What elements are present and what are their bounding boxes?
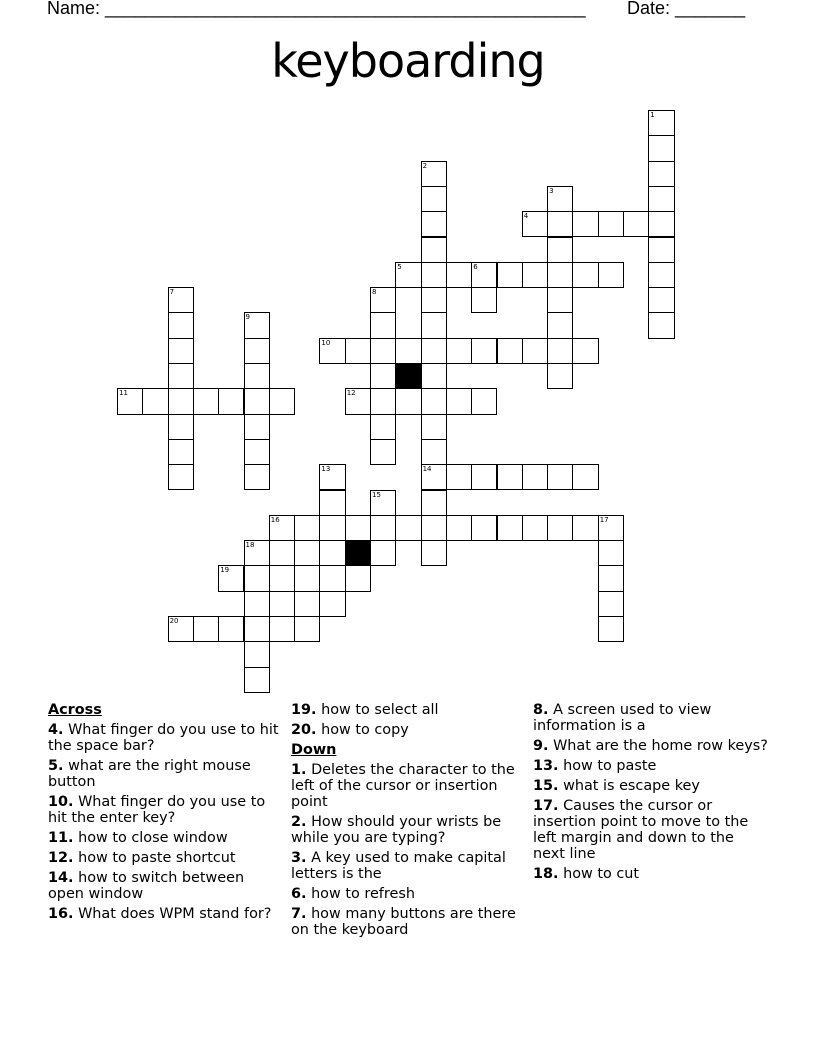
grid-cell[interactable]	[319, 464, 345, 490]
grid-cell[interactable]	[421, 540, 447, 566]
grid-cell[interactable]	[319, 565, 345, 591]
grid-cell[interactable]	[421, 414, 447, 440]
grid-cell[interactable]	[370, 515, 396, 541]
grid-cell[interactable]	[421, 464, 447, 490]
grid-cell[interactable]	[497, 262, 523, 288]
grid-cell[interactable]	[421, 211, 447, 237]
grid-cell[interactable]	[446, 338, 472, 364]
grid-cell[interactable]	[218, 388, 244, 414]
grid-cell[interactable]	[269, 515, 295, 541]
grid-cell[interactable]	[395, 338, 421, 364]
grid-cell[interactable]	[421, 186, 447, 212]
grid-cell[interactable]	[421, 515, 447, 541]
grid-cell[interactable]	[547, 515, 573, 541]
grid-cell[interactable]	[244, 667, 270, 693]
grid-cell[interactable]	[319, 490, 345, 516]
grid-cell[interactable]	[648, 312, 674, 338]
clue-down-8: 8. A screen used to view information is a	[533, 702, 712, 734]
grid-cell[interactable]	[648, 287, 674, 313]
grid-cell[interactable]	[598, 262, 624, 288]
clue-down-6: 6. how to refresh	[291, 886, 415, 902]
clue-number: 20	[169, 617, 179, 625]
clue-number: 14	[422, 465, 432, 474]
grid-cell[interactable]	[446, 464, 472, 490]
grid-cell[interactable]	[319, 515, 345, 541]
grid-cell[interactable]	[547, 237, 573, 263]
grid-cell[interactable]	[193, 388, 219, 414]
grid-cell[interactable]	[244, 439, 270, 465]
grid-cell[interactable]	[244, 616, 270, 642]
clue-number: 9	[245, 313, 250, 322]
grid-cell[interactable]	[572, 338, 598, 364]
black-cell	[345, 540, 371, 566]
grid-cell[interactable]	[421, 363, 447, 389]
grid-cell[interactable]	[572, 211, 598, 237]
clue-across-4: 4. What finger do you use to hit the space bar?	[48, 722, 279, 754]
grid-cell[interactable]	[497, 338, 523, 364]
grid-cell[interactable]	[547, 287, 573, 313]
clue-down-2: 2. How should your wrists be while you are typing?	[291, 814, 502, 846]
clue-number: 6	[473, 262, 478, 271]
grid-cell[interactable]	[370, 490, 396, 516]
clue-across-10: 10. What finger do you use to hit the enter key?	[48, 794, 266, 826]
black-cell	[395, 363, 421, 389]
clue-number: 8	[372, 288, 377, 297]
grid-cell[interactable]	[370, 540, 396, 566]
grid-cell[interactable]	[522, 211, 548, 237]
grid-cell[interactable]	[168, 414, 194, 440]
grid-cell[interactable]	[244, 414, 270, 440]
grid-cell[interactable]	[168, 363, 194, 389]
grid-cell[interactable]	[598, 565, 624, 591]
grid-cell[interactable]	[497, 464, 523, 490]
clue-number: 11	[119, 389, 128, 398]
grid-cell[interactable]	[168, 464, 194, 490]
grid-cell[interactable]	[421, 262, 447, 288]
clues-column-3	[533, 702, 768, 886]
grid-cell[interactable]	[244, 363, 270, 389]
grid-cell[interactable]	[648, 110, 674, 136]
grid-cell[interactable]	[319, 591, 345, 617]
grid-cell[interactable]	[294, 515, 320, 541]
grid-cell[interactable]	[421, 490, 447, 516]
grid-cell[interactable]	[345, 338, 371, 364]
clue-number: 7	[169, 288, 175, 297]
clue-down-3: 3. A key used to make capital letters is the	[291, 850, 506, 882]
clue-number: 5	[397, 262, 402, 271]
grid-cell[interactable]	[370, 312, 396, 338]
grid-cell[interactable]	[269, 616, 295, 642]
clue-across-14: 14. how to switch between open window	[48, 870, 245, 902]
grid-cell[interactable]	[244, 591, 270, 617]
grid-cell[interactable]	[598, 591, 624, 617]
grid-cell[interactable]	[168, 312, 194, 338]
grid-cell[interactable]	[598, 515, 624, 541]
grid-cell[interactable]	[294, 591, 320, 617]
grid-cell[interactable]	[572, 464, 598, 490]
grid-cell[interactable]	[471, 338, 497, 364]
clue-number: 10	[321, 338, 331, 347]
grid-cell[interactable]	[497, 515, 523, 541]
grid-cell[interactable]	[244, 312, 270, 338]
grid-cell[interactable]	[218, 565, 244, 591]
grid-cell[interactable]	[446, 262, 472, 288]
grid-cell[interactable]	[648, 186, 674, 212]
across-heading: Across	[48, 702, 102, 718]
grid-cell[interactable]	[370, 414, 396, 440]
grid-cell[interactable]	[471, 262, 497, 288]
grid-cell[interactable]	[547, 211, 573, 237]
clue-down-1: 1. Deletes the character to the left of the cursor or insertion point	[291, 762, 515, 810]
grid-cell[interactable]	[370, 287, 396, 313]
grid-cell[interactable]	[168, 388, 194, 414]
clue-down-13: 13. how to paste	[533, 758, 657, 774]
clue-down-7: 7. how many buttons are there on the keyboard	[291, 906, 516, 938]
grid-cell[interactable]	[218, 616, 244, 642]
grid-cell[interactable]	[193, 616, 219, 642]
grid-cell[interactable]	[421, 287, 447, 313]
grid-cell[interactable]	[648, 161, 674, 187]
clue-down-18: 18. how to cut	[533, 866, 640, 882]
grid-cell[interactable]	[294, 616, 320, 642]
grid-cell[interactable]	[547, 338, 573, 364]
grid-cell[interactable]	[547, 363, 573, 389]
grid-cell[interactable]	[421, 312, 447, 338]
grid-cell[interactable]	[421, 237, 447, 263]
grid-cell[interactable]	[421, 161, 447, 187]
grid-cell[interactable]	[345, 388, 371, 414]
grid-cell[interactable]	[269, 540, 295, 566]
grid-cell[interactable]	[269, 565, 295, 591]
grid-cell[interactable]	[168, 287, 194, 313]
grid-cell[interactable]	[168, 338, 194, 364]
clue-number: 16	[270, 515, 280, 524]
clue-down-15: 15. what is escape key	[533, 778, 700, 794]
grid-cell[interactable]	[421, 439, 447, 465]
clue-across-5: 5. what are the right mouse button	[48, 758, 251, 790]
grid-cell[interactable]	[572, 262, 598, 288]
grid-cell[interactable]	[446, 515, 472, 541]
grid-cell[interactable]	[244, 464, 270, 490]
grid-cell[interactable]	[572, 515, 598, 541]
clue-across-20: 20. how to copy	[291, 722, 409, 738]
grid-cell[interactable]	[244, 540, 270, 566]
page-title: keyboarding	[271, 34, 545, 88]
clue-number: 12	[346, 389, 356, 398]
grid-cell[interactable]	[648, 135, 674, 161]
grid-cell[interactable]	[319, 338, 345, 364]
down-heading: Down	[291, 742, 337, 758]
grid-cell[interactable]	[421, 338, 447, 364]
grid-cell[interactable]	[446, 388, 472, 414]
clue-number: 4	[523, 212, 529, 221]
grid-cell[interactable]	[395, 388, 421, 414]
date-field[interactable]: Date: _______	[627, 0, 746, 18]
grid-cell[interactable]	[598, 540, 624, 566]
clue-number: 18	[245, 541, 255, 550]
grid-cell[interactable]	[395, 262, 421, 288]
grid-cell[interactable]	[648, 211, 674, 237]
grid-cell[interactable]	[421, 388, 447, 414]
name-field[interactable]: Name: ________________________________________________	[47, 0, 586, 18]
clue-across-12: 12. how to paste shortcut	[48, 850, 236, 866]
grid-cell[interactable]	[471, 388, 497, 414]
clue-number: 13	[321, 465, 331, 474]
grid-cell[interactable]	[244, 641, 270, 667]
clue-down-9: 9. What are the home row keys?	[533, 738, 768, 754]
grid-cell[interactable]	[598, 616, 624, 642]
grid-cell[interactable]	[294, 565, 320, 591]
clue-across-19: 19. how to select all	[291, 702, 439, 718]
grid-cell[interactable]	[142, 388, 168, 414]
grid-cell[interactable]	[345, 565, 371, 591]
clue-number: 19	[220, 566, 230, 575]
grid-cell[interactable]	[522, 338, 548, 364]
grid-cell[interactable]	[547, 186, 573, 212]
grid-cell[interactable]	[117, 388, 143, 414]
grid-cell[interactable]	[547, 464, 573, 490]
grid-cell[interactable]	[319, 540, 345, 566]
clues-column-2	[291, 702, 523, 942]
clue-number: 1	[650, 111, 655, 119]
grid-cell[interactable]	[598, 211, 624, 237]
grid-cell[interactable]	[168, 439, 194, 465]
grid-cell[interactable]	[522, 262, 548, 288]
grid-cell[interactable]	[370, 363, 396, 389]
grid-cell[interactable]	[244, 338, 270, 364]
grid-cell[interactable]	[370, 439, 396, 465]
grid-cell[interactable]	[370, 388, 396, 414]
grid-cell[interactable]	[269, 388, 295, 414]
grid-cell[interactable]	[471, 515, 497, 541]
grid-cell[interactable]	[648, 262, 674, 288]
grid-cell[interactable]	[648, 237, 674, 263]
clue-number: 2	[422, 161, 428, 170]
clue-across-11: 11. how to close window	[48, 830, 228, 846]
grid-cell[interactable]	[547, 312, 573, 338]
grid-cell[interactable]	[345, 515, 371, 541]
grid-cell[interactable]	[269, 591, 295, 617]
grid-cell[interactable]	[547, 262, 573, 288]
clue-across-16: 16. What does WPM stand for?	[48, 906, 272, 922]
grid-cell[interactable]	[370, 338, 396, 364]
grid-cell[interactable]	[471, 287, 497, 313]
clues-column-1	[48, 702, 283, 926]
clue-down-17: 17. Causes the cursor or insertion point to move to the left margin and down to the next line	[533, 798, 749, 862]
grid-cell[interactable]	[244, 565, 270, 591]
grid-cell[interactable]	[395, 515, 421, 541]
grid-cell[interactable]	[623, 211, 649, 237]
grid-cell[interactable]	[168, 616, 194, 642]
grid-cell[interactable]	[471, 464, 497, 490]
clue-number: 3	[549, 186, 554, 195]
clue-number: 17	[599, 515, 609, 524]
grid-cell[interactable]	[294, 540, 320, 566]
grid-cell[interactable]	[244, 388, 270, 414]
clue-number: 15	[372, 490, 381, 499]
grid-cell[interactable]	[522, 464, 548, 490]
grid-cell[interactable]	[522, 515, 548, 541]
